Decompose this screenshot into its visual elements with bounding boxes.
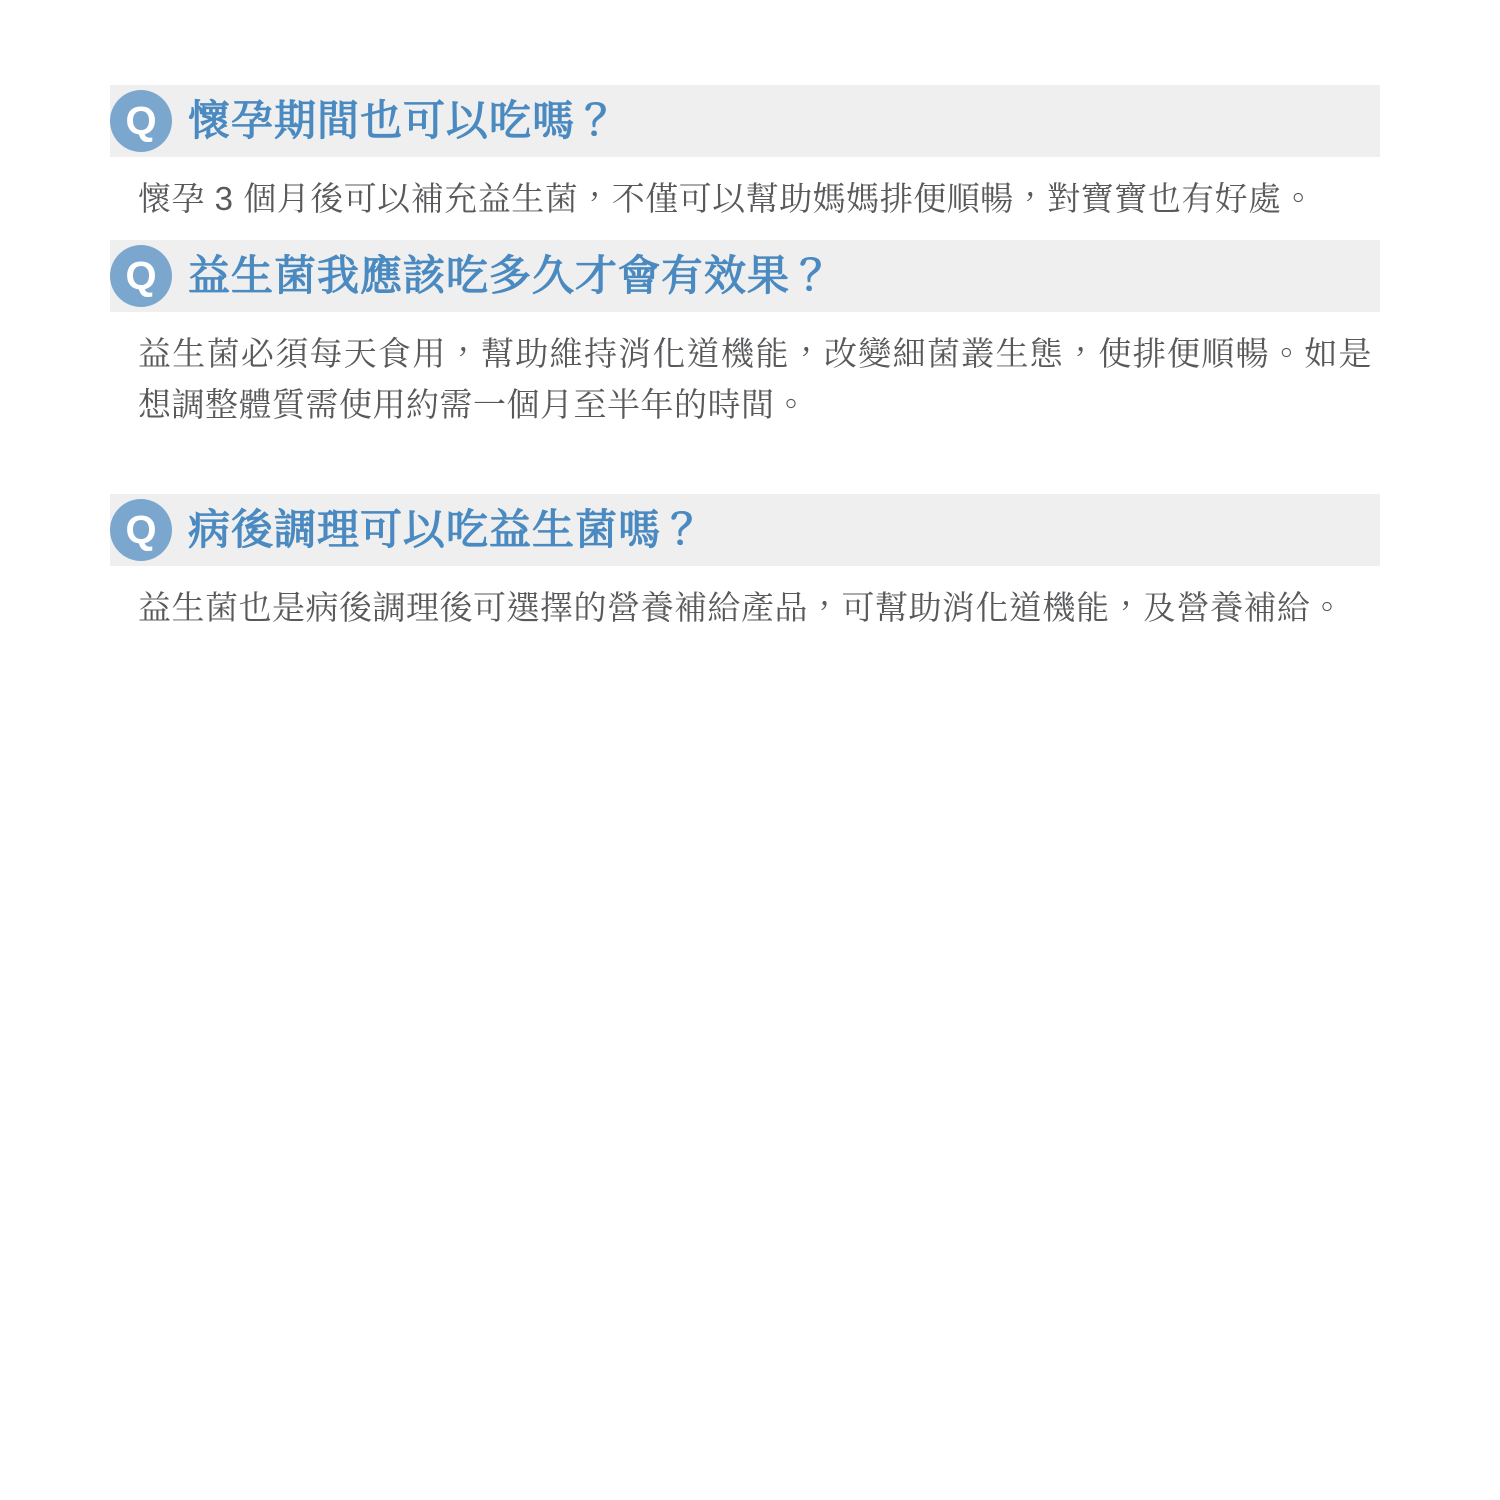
answer-text: 懷孕 3 個月後可以補充益生菌，不僅可以幫助媽媽排便順暢，對寶寶也有好處。 xyxy=(138,180,1316,217)
question-badge-icon: Q xyxy=(110,90,172,152)
section-spacer xyxy=(110,446,1380,494)
question-bar xyxy=(110,240,1380,312)
question-text: 懷孕期間也可以吃嗎？ xyxy=(188,96,619,144)
question-badge-icon: Q xyxy=(110,245,172,307)
question-text: 病後調理可以吃益生菌嗎？ xyxy=(188,506,705,554)
faq-item xyxy=(110,85,1380,234)
question-text: 益生菌我應該吃多久才會有效果？ xyxy=(188,252,834,300)
question-bar xyxy=(110,494,1380,566)
question-bar xyxy=(110,85,1380,157)
answer-text: 益生菌必須每天食用，幫助維持消化道機能，改變細菌叢生態，使排便順暢。如是想調整體質需使用約需一個月至半年的時間。 xyxy=(138,335,1372,424)
faq-item xyxy=(110,494,1380,643)
faq-item xyxy=(110,240,1380,440)
question-badge-icon: Q xyxy=(110,499,172,561)
answer-text: 益生菌也是病後調理後可選擇的營養補給產品，可幫助消化道機能，及營養補給。 xyxy=(138,589,1344,627)
